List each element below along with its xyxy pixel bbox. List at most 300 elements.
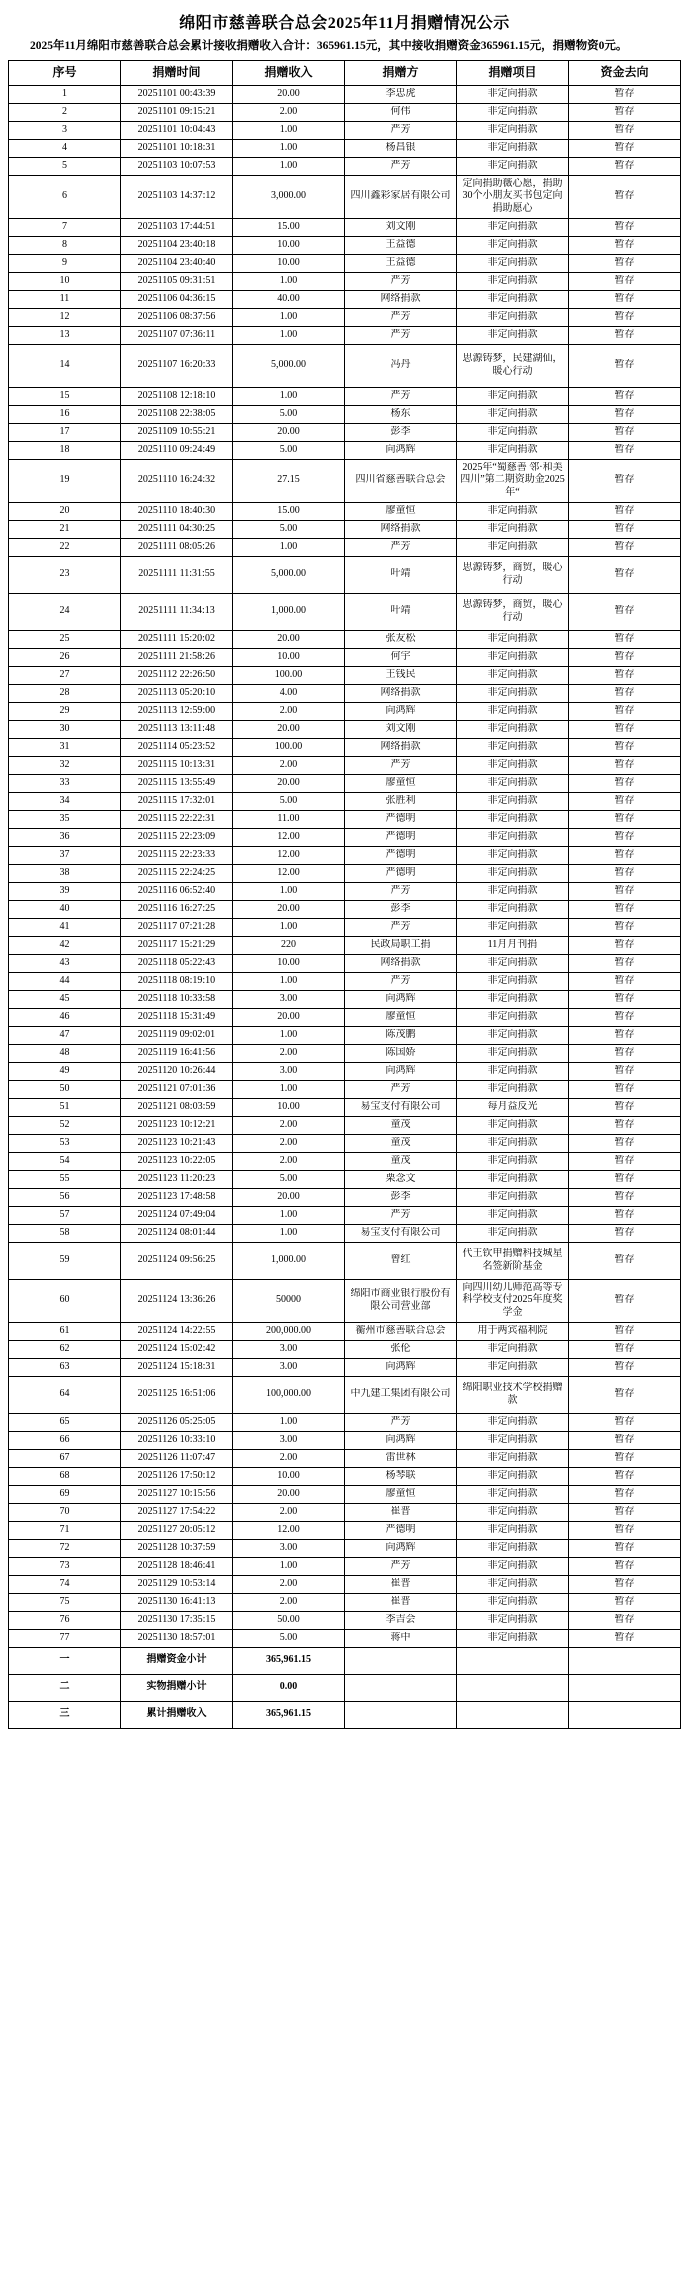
cell-no: 76	[9, 1611, 121, 1629]
cell-destination: 暂存	[569, 272, 681, 290]
cell-donor: 杨昌银	[345, 139, 457, 157]
cell-time: 20251130 16:41:13	[121, 1593, 233, 1611]
cell-amount: 10.00	[233, 648, 345, 666]
cell-destination: 暂存	[569, 1611, 681, 1629]
cell-destination: 暂存	[569, 972, 681, 990]
cell-time: 20251117 07:21:28	[121, 918, 233, 936]
cell-no: 42	[9, 936, 121, 954]
cell-time: 20251130 18:57:01	[121, 1629, 233, 1647]
cell-time: 20251106 08:37:56	[121, 308, 233, 326]
table-row	[9, 459, 681, 502]
cell-time: 20251124 13:36:26	[121, 1279, 233, 1322]
cell-project: 非定向捐款	[457, 441, 569, 459]
cell-no: 50	[9, 1080, 121, 1098]
cell-project: 非定向捐款	[457, 1170, 569, 1188]
cell-time: 20251110 09:24:49	[121, 441, 233, 459]
cell-time: 20251107 07:36:11	[121, 326, 233, 344]
cell-amount: 12.00	[233, 828, 345, 846]
cell-time: 20251126 10:33:10	[121, 1431, 233, 1449]
cell-destination: 暂存	[569, 864, 681, 882]
cell-no: 47	[9, 1026, 121, 1044]
cell-donor: 童茂	[345, 1134, 457, 1152]
table-header	[9, 60, 681, 85]
cell-time: 20251120 10:26:44	[121, 1062, 233, 1080]
cell-amount: 1.00	[233, 1080, 345, 1098]
cell-amount: 20.00	[233, 630, 345, 648]
table-row	[9, 1449, 681, 1467]
cell-amount: 1.00	[233, 1224, 345, 1242]
cell-no: 20	[9, 502, 121, 520]
cell-project: 向四川幼儿师范高等专科学校支付2025年度奖学金	[457, 1279, 569, 1322]
cell-amount: 1.00	[233, 918, 345, 936]
table-row	[9, 502, 681, 520]
cell-destination: 暂存	[569, 1206, 681, 1224]
table-row	[9, 405, 681, 423]
cell-donor: 蘅州市慈善联合总会	[345, 1322, 457, 1340]
cell-amount: 5.00	[233, 1629, 345, 1647]
cell-time: 20251101 10:18:31	[121, 139, 233, 157]
footer-blank-destination	[569, 1701, 681, 1728]
cell-no: 65	[9, 1413, 121, 1431]
cell-amount: 3.00	[233, 1358, 345, 1376]
cell-donor: 严芳	[345, 538, 457, 556]
cell-destination: 暂存	[569, 720, 681, 738]
cell-no: 30	[9, 720, 121, 738]
cell-project: 11月月刊捐	[457, 936, 569, 954]
cell-amount: 2.00	[233, 756, 345, 774]
table-row	[9, 1467, 681, 1485]
cell-time: 20251118 10:33:58	[121, 990, 233, 1008]
cell-donor: 严芳	[345, 387, 457, 405]
cell-amount: 10.00	[233, 1098, 345, 1116]
cell-donor: 民政局职工捐	[345, 936, 457, 954]
cell-destination: 暂存	[569, 1449, 681, 1467]
cell-project: 非定向捐款	[457, 666, 569, 684]
footer-mark: 一	[9, 1647, 121, 1674]
cell-amount: 27.15	[233, 459, 345, 502]
cell-no: 28	[9, 684, 121, 702]
cell-destination: 暂存	[569, 387, 681, 405]
cell-project: 非定向捐款	[457, 139, 569, 157]
cell-project: 非定向捐款	[457, 1413, 569, 1431]
cell-no: 73	[9, 1557, 121, 1575]
column-header-amount: 捐赠收入	[233, 60, 345, 85]
cell-amount: 12.00	[233, 846, 345, 864]
cell-amount: 5,000.00	[233, 556, 345, 593]
cell-no: 56	[9, 1188, 121, 1206]
cell-amount: 3.00	[233, 1062, 345, 1080]
cell-time: 20251127 20:05:12	[121, 1521, 233, 1539]
cell-destination: 暂存	[569, 175, 681, 218]
cell-destination: 暂存	[569, 918, 681, 936]
cell-project: 非定向捐款	[457, 828, 569, 846]
cell-amount: 40.00	[233, 290, 345, 308]
cell-project: 非定向捐款	[457, 1026, 569, 1044]
footer-blank-destination	[569, 1647, 681, 1674]
cell-project: 非定向捐款	[457, 630, 569, 648]
cell-donor: 蒋中	[345, 1629, 457, 1647]
table-row	[9, 882, 681, 900]
cell-destination: 暂存	[569, 593, 681, 630]
cell-project: 非定向捐款	[457, 157, 569, 175]
cell-project: 非定向捐款	[457, 1008, 569, 1026]
column-header-no: 序号	[9, 60, 121, 85]
cell-destination: 暂存	[569, 1279, 681, 1322]
cell-project: 非定向捐款	[457, 954, 569, 972]
cell-project: 非定向捐款	[457, 1116, 569, 1134]
cell-project: 非定向捐款	[457, 900, 569, 918]
cell-no: 37	[9, 846, 121, 864]
cell-no: 57	[9, 1206, 121, 1224]
cell-time: 20251109 10:55:21	[121, 423, 233, 441]
cell-time: 20251119 09:02:01	[121, 1026, 233, 1044]
table-row	[9, 756, 681, 774]
cell-donor: 向鸿辉	[345, 441, 457, 459]
footer-blank-donor	[345, 1701, 457, 1728]
cell-no: 75	[9, 1593, 121, 1611]
cell-amount: 20.00	[233, 1008, 345, 1026]
footer-label: 实物捐赠小计	[121, 1674, 233, 1701]
cell-amount: 220	[233, 936, 345, 954]
cell-amount: 1.00	[233, 1026, 345, 1044]
table-row	[9, 1593, 681, 1611]
cell-time: 20251128 18:46:41	[121, 1557, 233, 1575]
cell-donor: 向鸿辉	[345, 1431, 457, 1449]
cell-no: 7	[9, 218, 121, 236]
cell-project: 非定向捐款	[457, 272, 569, 290]
table-row	[9, 846, 681, 864]
cell-project: 非定向捐款	[457, 882, 569, 900]
footer-mark: 三	[9, 1701, 121, 1728]
cell-time: 20251113 05:20:10	[121, 684, 233, 702]
cell-amount: 12.00	[233, 1521, 345, 1539]
cell-amount: 3.00	[233, 1539, 345, 1557]
cell-time: 20251110 16:24:32	[121, 459, 233, 502]
cell-time: 20251112 22:26:50	[121, 666, 233, 684]
cell-donor: 严芳	[345, 1413, 457, 1431]
cell-time: 20251104 23:40:40	[121, 254, 233, 272]
cell-project: 非定向捐款	[457, 1575, 569, 1593]
cell-donor: 崔普	[345, 1575, 457, 1593]
cell-amount: 2.00	[233, 1134, 345, 1152]
cell-time: 20251111 11:31:55	[121, 556, 233, 593]
cell-no: 18	[9, 441, 121, 459]
cell-no: 16	[9, 405, 121, 423]
cell-no: 69	[9, 1485, 121, 1503]
table-row	[9, 1098, 681, 1116]
cell-amount: 5.00	[233, 1170, 345, 1188]
cell-time: 20251125 16:51:06	[121, 1376, 233, 1413]
cell-destination: 暂存	[569, 900, 681, 918]
cell-donor: 严芳	[345, 882, 457, 900]
cell-time: 20251108 12:18:10	[121, 387, 233, 405]
cell-donor: 叶靖	[345, 593, 457, 630]
cell-project: 非定向捐款	[457, 103, 569, 121]
cell-destination: 暂存	[569, 1575, 681, 1593]
table-row	[9, 139, 681, 157]
cell-amount: 2.00	[233, 1044, 345, 1062]
cell-destination: 暂存	[569, 1503, 681, 1521]
cell-project: 非定向捐款	[457, 684, 569, 702]
cell-no: 10	[9, 272, 121, 290]
cell-time: 20251121 08:03:59	[121, 1098, 233, 1116]
footer-mark: 二	[9, 1674, 121, 1701]
cell-destination: 暂存	[569, 1170, 681, 1188]
cell-amount: 3.00	[233, 1340, 345, 1358]
cell-time: 20251121 07:01:36	[121, 1080, 233, 1098]
cell-donor: 童茂	[345, 1152, 457, 1170]
cell-destination: 暂存	[569, 1629, 681, 1647]
cell-destination: 暂存	[569, 774, 681, 792]
cell-no: 33	[9, 774, 121, 792]
cell-project: 非定向捐款	[457, 810, 569, 828]
cell-no: 15	[9, 387, 121, 405]
cell-amount: 2.00	[233, 1575, 345, 1593]
cell-destination: 暂存	[569, 756, 681, 774]
table-header-row	[9, 60, 681, 85]
cell-time: 20251124 15:02:42	[121, 1340, 233, 1358]
table-row	[9, 254, 681, 272]
table-row	[9, 900, 681, 918]
cell-donor: 向鸿辉	[345, 990, 457, 1008]
table-row	[9, 1080, 681, 1098]
cell-time: 20251111 08:05:26	[121, 538, 233, 556]
cell-destination: 暂存	[569, 326, 681, 344]
cell-no: 59	[9, 1242, 121, 1279]
cell-project: 非定向捐款	[457, 254, 569, 272]
cell-donor: 刘文刚	[345, 720, 457, 738]
cell-donor: 何伟	[345, 103, 457, 121]
cell-no: 64	[9, 1376, 121, 1413]
cell-no: 60	[9, 1279, 121, 1322]
cell-no: 1	[9, 85, 121, 103]
table-row	[9, 1539, 681, 1557]
table-row	[9, 666, 681, 684]
cell-donor: 四川鑫彩家居有限公司	[345, 175, 457, 218]
cell-donor: 何宇	[345, 648, 457, 666]
table-row	[9, 684, 681, 702]
table-row	[9, 85, 681, 103]
cell-amount: 3.00	[233, 1431, 345, 1449]
cell-project: 非定向捐款	[457, 290, 569, 308]
cell-destination: 暂存	[569, 1521, 681, 1539]
table-row	[9, 774, 681, 792]
cell-amount: 1.00	[233, 1206, 345, 1224]
footer-blank-destination	[569, 1674, 681, 1701]
table-row	[9, 1116, 681, 1134]
cell-no: 45	[9, 990, 121, 1008]
cell-no: 32	[9, 756, 121, 774]
cell-amount: 2.00	[233, 1503, 345, 1521]
cell-destination: 暂存	[569, 538, 681, 556]
cell-destination: 暂存	[569, 954, 681, 972]
cell-no: 24	[9, 593, 121, 630]
cell-destination: 暂存	[569, 308, 681, 326]
table-row	[9, 720, 681, 738]
cell-amount: 15.00	[233, 218, 345, 236]
cell-time: 20251128 10:37:59	[121, 1539, 233, 1557]
table-row	[9, 864, 681, 882]
cell-destination: 暂存	[569, 139, 681, 157]
table-row	[9, 1629, 681, 1647]
cell-amount: 10.00	[233, 954, 345, 972]
column-header-donor: 捐赠方	[345, 60, 457, 85]
cell-donor: 严芳	[345, 326, 457, 344]
cell-project: 非定向捐款	[457, 308, 569, 326]
table-row	[9, 738, 681, 756]
table-row	[9, 1340, 681, 1358]
cell-amount: 11.00	[233, 810, 345, 828]
table-footer-row	[9, 1647, 681, 1674]
cell-no: 74	[9, 1575, 121, 1593]
footer-value: 0.00	[233, 1674, 345, 1701]
cell-no: 39	[9, 882, 121, 900]
cell-donor: 易宝支付有限公司	[345, 1098, 457, 1116]
cell-project: 非定向捐款	[457, 702, 569, 720]
cell-time: 20251111 21:58:26	[121, 648, 233, 666]
cell-time: 20251123 10:21:43	[121, 1134, 233, 1152]
table-footer-row	[9, 1674, 681, 1701]
cell-donor: 崔普	[345, 1503, 457, 1521]
cell-amount: 1.00	[233, 308, 345, 326]
cell-donor: 王钱民	[345, 666, 457, 684]
cell-donor: 严德明	[345, 864, 457, 882]
cell-destination: 暂存	[569, 1098, 681, 1116]
cell-time: 20251108 22:38:05	[121, 405, 233, 423]
cell-amount: 10.00	[233, 254, 345, 272]
footer-value: 365,961.15	[233, 1647, 345, 1674]
cell-amount: 3.00	[233, 990, 345, 1008]
table-footer	[9, 1647, 681, 1728]
cell-no: 9	[9, 254, 121, 272]
cell-donor: 严芳	[345, 1206, 457, 1224]
cell-destination: 暂存	[569, 1026, 681, 1044]
table-row	[9, 1521, 681, 1539]
cell-destination: 暂存	[569, 405, 681, 423]
cell-no: 41	[9, 918, 121, 936]
table-body	[9, 85, 681, 1647]
cell-time: 20251124 09:56:25	[121, 1242, 233, 1279]
cell-no: 4	[9, 139, 121, 157]
table-row	[9, 103, 681, 121]
table-row	[9, 1611, 681, 1629]
cell-donor: 李吉会	[345, 1611, 457, 1629]
table-row	[9, 1485, 681, 1503]
cell-time: 20251129 10:53:14	[121, 1575, 233, 1593]
cell-project: 非定向捐款	[457, 326, 569, 344]
cell-time: 20251110 18:40:30	[121, 502, 233, 520]
cell-amount: 20.00	[233, 423, 345, 441]
table-row	[9, 918, 681, 936]
cell-amount: 4.00	[233, 684, 345, 702]
table-row	[9, 1322, 681, 1340]
cell-amount: 10.00	[233, 236, 345, 254]
cell-time: 20251113 12:59:00	[121, 702, 233, 720]
cell-amount: 12.00	[233, 864, 345, 882]
cell-no: 43	[9, 954, 121, 972]
cell-time: 20251113 13:11:48	[121, 720, 233, 738]
cell-no: 68	[9, 1467, 121, 1485]
cell-no: 67	[9, 1449, 121, 1467]
cell-time: 20251130 17:35:15	[121, 1611, 233, 1629]
cell-time: 20251123 11:20:23	[121, 1170, 233, 1188]
cell-time: 20251126 05:25:05	[121, 1413, 233, 1431]
table-row	[9, 1431, 681, 1449]
cell-destination: 暂存	[569, 990, 681, 1008]
cell-project: 非定向捐款	[457, 792, 569, 810]
cell-project: 非定向捐款	[457, 1521, 569, 1539]
cell-amount: 100.00	[233, 738, 345, 756]
cell-time: 20251119 16:41:56	[121, 1044, 233, 1062]
summary-paragraph: 2025年11月绵阳市慈善联合总会累计接收捐赠收入合计：365961.15元，其中接收捐赠资金365961.15元，捐赠物资0元。	[30, 40, 628, 52]
cell-no: 2	[9, 103, 121, 121]
column-header-project: 捐赠项目	[457, 60, 569, 85]
cell-destination: 暂存	[569, 936, 681, 954]
cell-project: 非定向捐款	[457, 990, 569, 1008]
cell-destination: 暂存	[569, 520, 681, 538]
cell-project: 思源铸梦，商贸，暖心行动	[457, 556, 569, 593]
cell-time: 20251115 22:23:09	[121, 828, 233, 846]
cell-time: 20251123 17:48:58	[121, 1188, 233, 1206]
cell-amount: 20.00	[233, 1188, 345, 1206]
cell-no: 44	[9, 972, 121, 990]
cell-donor: 四川省慈善联合总会	[345, 459, 457, 502]
table-row	[9, 1279, 681, 1322]
cell-project: 非定向捐款	[457, 121, 569, 139]
table-row	[9, 810, 681, 828]
cell-donor: 廖童恒	[345, 502, 457, 520]
cell-donor: 网络捐款	[345, 520, 457, 538]
cell-amount: 1.00	[233, 1413, 345, 1431]
cell-amount: 5.00	[233, 792, 345, 810]
cell-donor: 绵阳市商业银行股份有限公司营业部	[345, 1279, 457, 1322]
cell-no: 55	[9, 1170, 121, 1188]
cell-no: 13	[9, 326, 121, 344]
cell-project: 非定向捐款	[457, 864, 569, 882]
table-row	[9, 1044, 681, 1062]
cell-no: 11	[9, 290, 121, 308]
cell-no: 53	[9, 1134, 121, 1152]
cell-project: 非定向捐款	[457, 1188, 569, 1206]
cell-destination: 暂存	[569, 1188, 681, 1206]
cell-amount: 5.00	[233, 441, 345, 459]
cell-time: 20251106 04:36:15	[121, 290, 233, 308]
cell-no: 46	[9, 1008, 121, 1026]
cell-amount: 1,000.00	[233, 593, 345, 630]
cell-amount: 100.00	[233, 666, 345, 684]
cell-project: 非定向捐款	[457, 1080, 569, 1098]
cell-project: 非定向捐款	[457, 1467, 569, 1485]
cell-no: 71	[9, 1521, 121, 1539]
cell-donor: 杨东	[345, 405, 457, 423]
table-row	[9, 1134, 681, 1152]
cell-destination: 暂存	[569, 502, 681, 520]
cell-destination: 暂存	[569, 1413, 681, 1431]
cell-destination: 暂存	[569, 792, 681, 810]
cell-destination: 暂存	[569, 648, 681, 666]
table-row	[9, 157, 681, 175]
column-header-destination: 资金去向	[569, 60, 681, 85]
table-row	[9, 936, 681, 954]
cell-amount: 1.00	[233, 972, 345, 990]
cell-destination: 暂存	[569, 441, 681, 459]
cell-time: 20251126 11:07:47	[121, 1449, 233, 1467]
column-header-time: 捐赠时间	[121, 60, 233, 85]
cell-destination: 暂存	[569, 738, 681, 756]
cell-time: 20251105 09:31:51	[121, 272, 233, 290]
table-row	[9, 218, 681, 236]
table-row	[9, 1575, 681, 1593]
